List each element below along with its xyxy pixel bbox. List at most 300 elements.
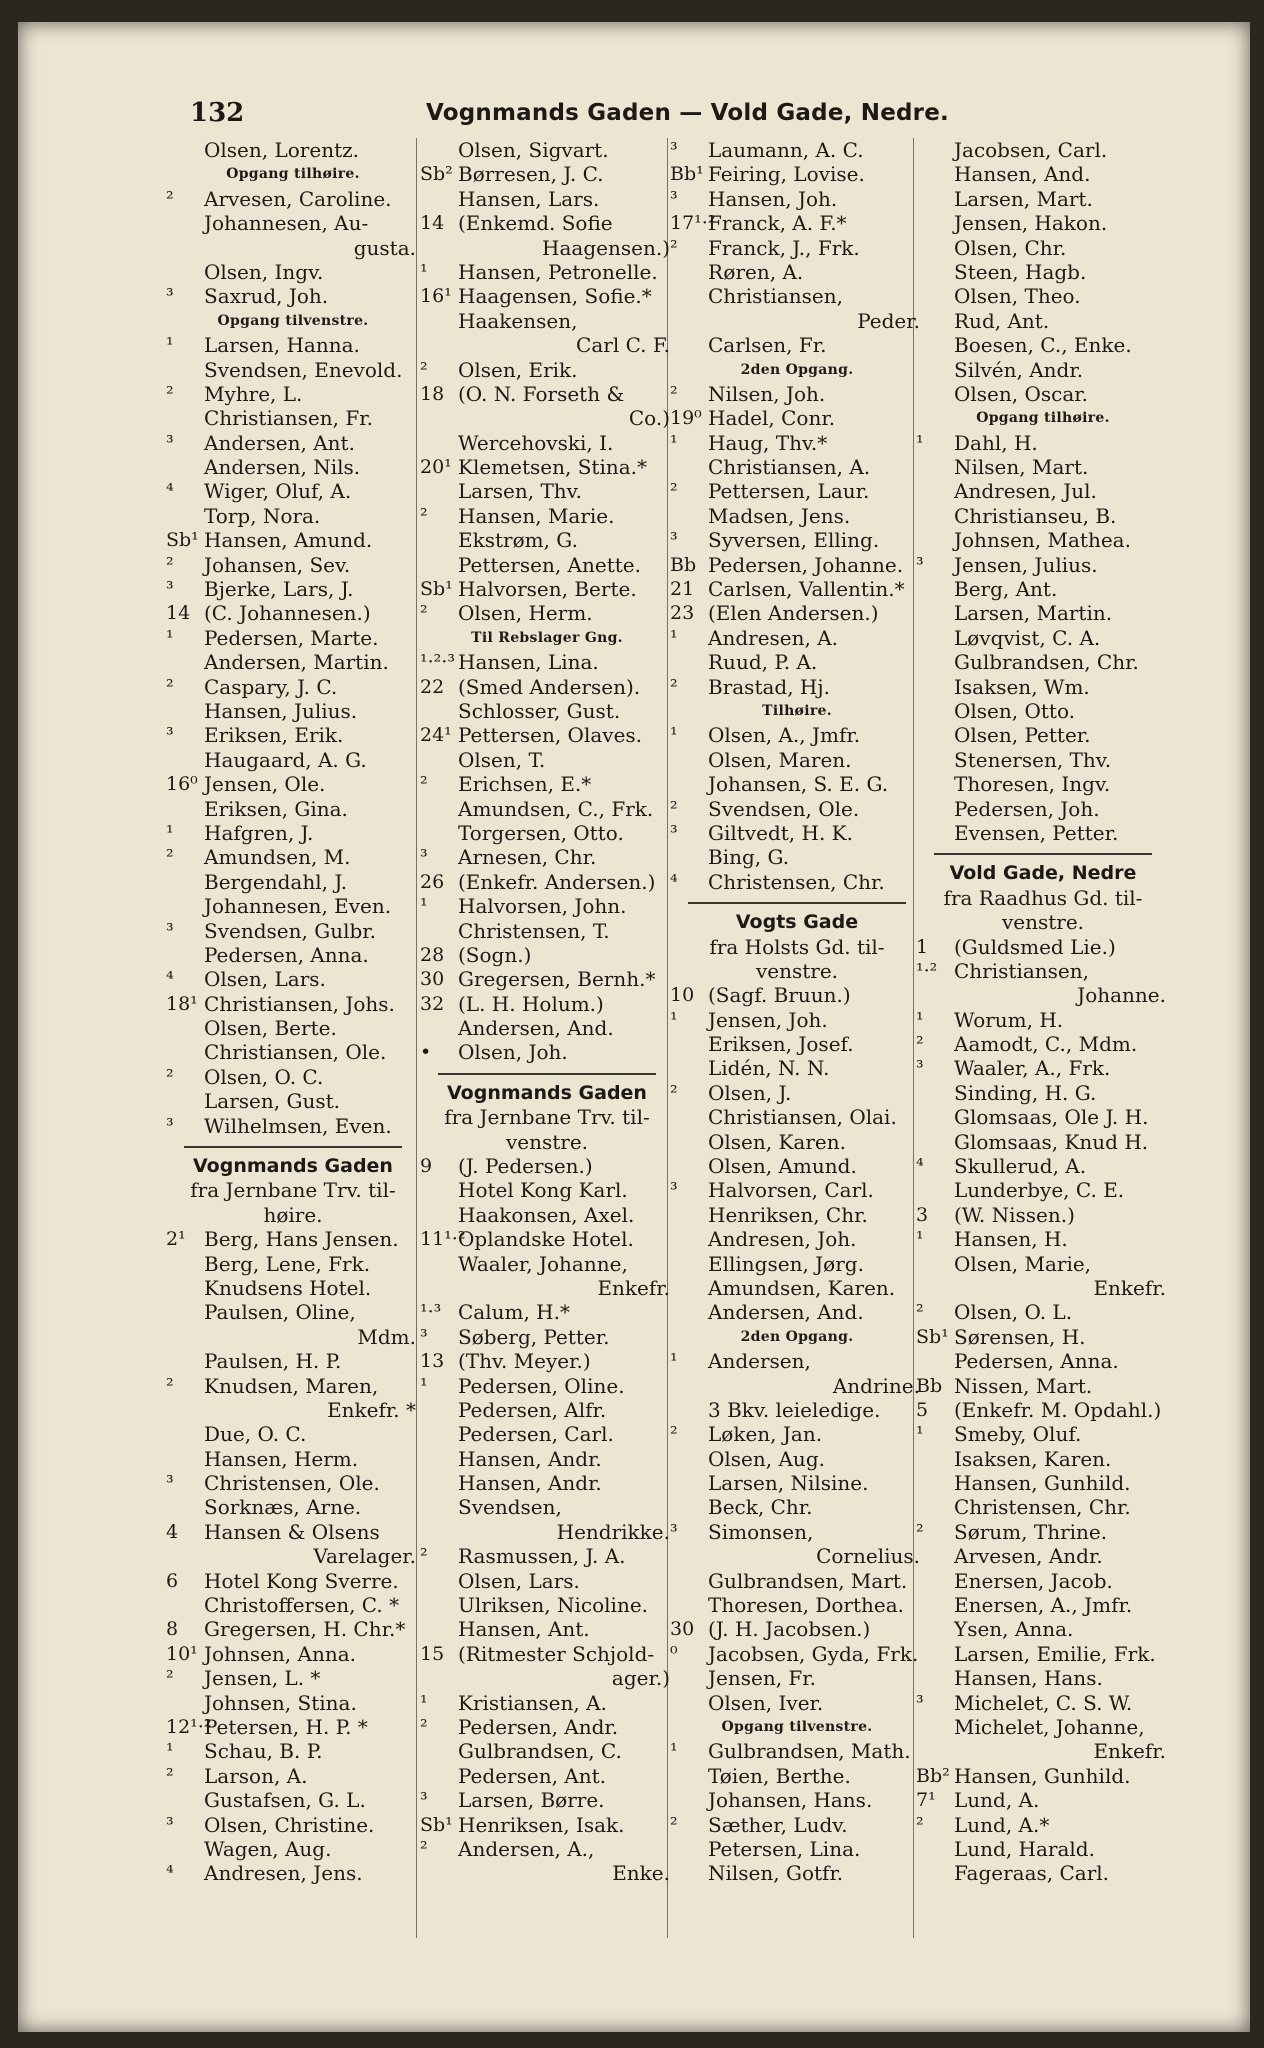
entry-text: Olsen, A., Jmfr. xyxy=(708,723,861,748)
resident-entry xyxy=(916,1788,1170,1812)
house-number: ¹ xyxy=(916,1228,924,1251)
entry-text: Wiger, Oluf, A. xyxy=(204,479,352,504)
resident-entry xyxy=(670,309,924,333)
house-number: ⁰ xyxy=(670,1642,678,1665)
resident-entry xyxy=(670,1495,924,1519)
entry-text: Eriksen, Erik. xyxy=(204,723,344,748)
resident-entry xyxy=(670,1081,924,1105)
resident-entry xyxy=(670,1813,924,1837)
resident-entry xyxy=(420,309,674,333)
house-number: ³ xyxy=(670,529,678,552)
entry-text: Halvorsen, John. xyxy=(458,894,627,919)
entry-text: Berg, Hans Jensen. xyxy=(204,1227,399,1252)
resident-entry xyxy=(166,1114,420,1138)
resident-entry xyxy=(670,626,924,650)
resident-entry xyxy=(166,1374,420,1398)
resident-entry xyxy=(670,455,924,479)
entry-text: Andrine. xyxy=(832,1373,920,1398)
resident-entry xyxy=(166,1089,420,1113)
entry-text: Gustafsen, G. L. xyxy=(204,1788,366,1813)
entry-text: Christensen, T. xyxy=(458,918,610,943)
resident-entry xyxy=(670,1788,924,1812)
entry-text: Lidén, N. N. xyxy=(708,1056,830,1081)
entry-text: Erichsen, E.* xyxy=(458,772,592,797)
entry-text: Hansen, Marie. xyxy=(458,503,615,528)
entry-text: 3 Bkv. leieledige. xyxy=(708,1397,881,1422)
resident-entry xyxy=(420,748,674,772)
resident-entry xyxy=(420,1040,674,1064)
entry-text: Hansen, Herm. xyxy=(204,1446,359,1471)
entry-text: Børresen, J. C. xyxy=(458,162,604,187)
entry-text: Waaler, A., Frk. xyxy=(954,1056,1111,1081)
resident-entry xyxy=(166,1617,420,1641)
entry-text: Peder. xyxy=(857,308,920,333)
resident-entry xyxy=(916,1617,1170,1641)
house-number: ³ xyxy=(420,846,428,869)
resident-entry xyxy=(670,723,924,747)
house-number: ¹ xyxy=(166,821,174,844)
entrance-note: Tilhøire. xyxy=(762,702,832,719)
resident-entry xyxy=(420,1666,674,1690)
house-number: 13 xyxy=(420,1350,445,1373)
resident-entry xyxy=(420,284,674,308)
resident-entry xyxy=(916,577,1170,601)
entry-text: Stenersen, Thv. xyxy=(954,747,1112,772)
resident-entry xyxy=(166,1642,420,1666)
entry-text: Mdm. xyxy=(357,1324,416,1349)
resident-entry xyxy=(420,1154,674,1178)
resident-entry xyxy=(420,479,674,503)
entry-text: Petersen, Lina. xyxy=(708,1836,861,1861)
entry-text: Arvesen, Andr. xyxy=(954,1544,1103,1569)
resident-entry xyxy=(166,772,420,796)
resident-entry xyxy=(670,845,924,869)
entry-text: Smeby, Oluf. xyxy=(954,1422,1082,1447)
house-number: ² xyxy=(420,1837,428,1860)
entry-text: Pedersen, Joh. xyxy=(954,796,1100,821)
resident-entry xyxy=(166,382,420,406)
entry-text: Cornelius. xyxy=(816,1544,920,1569)
resident-entry xyxy=(670,187,924,211)
entry-text: (J. Pedersen.) xyxy=(458,1154,593,1179)
resident-entry xyxy=(166,1016,420,1040)
resident-entry xyxy=(916,1422,1170,1446)
house-number: ³ xyxy=(166,1114,174,1137)
resident-entry xyxy=(670,772,924,796)
entry-text: Boesen, C., Enke. xyxy=(954,333,1132,358)
resident-entry xyxy=(916,1056,1170,1080)
entry-text: Arnesen, Chr. xyxy=(458,845,597,870)
entry-text: Glomsaas, Ole J. H. xyxy=(954,1105,1149,1130)
entry-text: Enersen, Jacob. xyxy=(954,1568,1113,1593)
house-number: ² xyxy=(166,1065,174,1088)
resident-entry xyxy=(670,1203,924,1227)
resident-entry xyxy=(166,894,420,918)
resident-entry xyxy=(916,162,1170,186)
entry-text: Gulbrandsen, Math. xyxy=(708,1739,911,1764)
resident-entry xyxy=(916,1715,1170,1739)
entry-text: Olsen, Theo. xyxy=(954,284,1081,309)
resident-entry xyxy=(166,187,420,211)
entry-text: Hansen, Petronelle. xyxy=(458,259,658,284)
resident-entry xyxy=(916,1837,1170,1861)
house-number: ² xyxy=(166,1374,174,1397)
resident-entry xyxy=(916,1691,1170,1715)
resident-entry xyxy=(166,406,420,430)
resident-entry xyxy=(166,1788,420,1812)
house-number: 18 xyxy=(420,382,445,405)
house-number: ¹·²·³ xyxy=(420,651,455,674)
house-number: ² xyxy=(420,504,428,527)
house-number: 22 xyxy=(420,675,445,698)
entry-text: Gulbrandsen, Mart. xyxy=(708,1568,908,1593)
entry-text: Løken, Jan. xyxy=(708,1422,823,1447)
resident-entry xyxy=(916,699,1170,723)
entry-text: Waaler, Johanne, xyxy=(458,1251,628,1276)
entry-text: Svendsen, Ole. xyxy=(708,796,860,821)
entry-text: Rud, Ant. xyxy=(954,308,1050,333)
entry-text: Silvén, Andr. xyxy=(954,357,1084,382)
resident-entry xyxy=(916,187,1170,211)
resident-entry xyxy=(420,1544,674,1568)
entry-text: Skullerud, A. xyxy=(954,1154,1087,1179)
house-number: 26 xyxy=(420,870,445,893)
entry-text: Paulsen, H. P. xyxy=(204,1349,342,1374)
entry-text: (Smed Andersen). xyxy=(458,674,641,699)
resident-entry xyxy=(670,1105,924,1129)
resident-entry xyxy=(420,211,674,235)
house-number: ³ xyxy=(420,1789,428,1812)
entry-text: Haakensen, xyxy=(458,308,578,333)
entry-text: Petersen, H. P. * xyxy=(204,1715,368,1739)
entry-text: (J. H. Jacobsen.) xyxy=(708,1617,871,1642)
resident-entry xyxy=(916,1349,1170,1373)
entry-text: Lund, A. xyxy=(954,1788,1040,1813)
house-number: ² xyxy=(670,1813,678,1836)
entry-text: Olsen, Ingv. xyxy=(204,259,324,284)
resident-entry xyxy=(916,1642,1170,1666)
house-number: 16¹ xyxy=(420,285,452,308)
resident-entry xyxy=(166,284,420,308)
entrance-note: Til Rebslager Gng. xyxy=(471,629,623,646)
resident-entry xyxy=(916,260,1170,284)
entry-text: (Enkemd. Sofie xyxy=(458,211,613,236)
entry-text: Evensen, Petter. xyxy=(954,820,1119,845)
house-number: ³ xyxy=(166,724,174,747)
resident-entry xyxy=(166,1349,420,1373)
resident-entry xyxy=(420,1178,674,1202)
resident-entry xyxy=(166,967,420,991)
resident-entry xyxy=(166,553,420,577)
resident-entry xyxy=(916,1154,1170,1178)
entry-text: (Enkefr. M. Opdahl.) xyxy=(954,1397,1162,1422)
entrance-note: Opgang tilhøire. xyxy=(976,410,1110,427)
resident-entry xyxy=(916,1032,1170,1056)
house-number: Sb¹ xyxy=(420,1813,453,1836)
resident-entry xyxy=(916,1325,1170,1349)
entry-text: Nissen, Mart. xyxy=(954,1373,1093,1398)
entry-text: (C. Johannesen.) xyxy=(204,601,371,626)
entry-text: Løvqvist, C. A. xyxy=(954,625,1101,650)
house-number: 2¹ xyxy=(166,1228,186,1251)
house-number: ¹ xyxy=(166,334,174,357)
entry-text: Sæther, Ludv. xyxy=(708,1812,848,1837)
house-number: ¹ xyxy=(916,431,924,454)
house-number: 23 xyxy=(670,602,695,625)
resident-entry xyxy=(166,333,420,357)
house-number: ² xyxy=(670,1081,678,1104)
resident-entry xyxy=(670,479,924,503)
entry-text: Christiansen, Johs. xyxy=(204,991,395,1016)
column-2 xyxy=(420,138,674,1886)
entry-text: Co.) xyxy=(628,406,670,431)
house-number: ² xyxy=(420,1716,428,1738)
house-number: Bb xyxy=(670,553,697,576)
entry-text: Ruud, P. A. xyxy=(708,650,818,675)
street-direction: høire. xyxy=(263,1202,323,1227)
resident-entry xyxy=(916,553,1170,577)
entry-text: Olsen, Aug. xyxy=(708,1446,825,1471)
resident-entry xyxy=(420,1471,674,1495)
house-number: ¹ xyxy=(166,626,174,649)
resident-entry xyxy=(420,1520,674,1544)
section-divider xyxy=(166,1138,420,1154)
entrance-note: Opgang tilhøire. xyxy=(226,166,360,183)
street-direction: venstre. xyxy=(1001,910,1085,935)
street-direction: fra Jernbane Trv. til- xyxy=(444,1105,650,1130)
house-number: 4 xyxy=(166,1520,179,1543)
entry-text: Jacobsen, Gyda, Frk. xyxy=(708,1641,919,1666)
house-number: ² xyxy=(916,1813,924,1836)
resident-entry xyxy=(670,797,924,821)
entry-text: (O. N. Forseth & xyxy=(458,381,625,406)
resident-entry xyxy=(166,1520,420,1544)
entry-text: ager.) xyxy=(611,1666,670,1691)
resident-entry xyxy=(670,983,924,1007)
house-number: ² xyxy=(670,236,678,259)
resident-entry xyxy=(420,943,674,967)
entry-text: Andersen, A., xyxy=(458,1836,595,1861)
resident-entry xyxy=(670,1544,924,1568)
entry-text: Andersen, Nils. xyxy=(204,455,361,480)
resident-entry xyxy=(420,894,674,918)
resident-entry xyxy=(670,1764,924,1788)
resident-entry xyxy=(670,1569,924,1593)
entry-text: Hotel Kong Sverre. xyxy=(204,1568,399,1593)
entry-text: Rasmussen, J. A. xyxy=(458,1544,626,1569)
resident-entry xyxy=(166,1715,420,1739)
resident-entry xyxy=(670,138,924,162)
entry-text: Hansen, Ant. xyxy=(458,1617,590,1642)
house-number: 10 xyxy=(670,984,695,1007)
resident-entry xyxy=(916,983,1170,1007)
house-number: ¹ xyxy=(670,724,678,747)
house-number: 15 xyxy=(420,1642,445,1665)
resident-entry xyxy=(166,1300,420,1324)
entry-text: Nilsen, Gotfr. xyxy=(708,1861,844,1886)
house-number: ¹ xyxy=(420,1374,428,1397)
resident-entry xyxy=(166,1691,420,1715)
house-number: 3 xyxy=(916,1203,929,1226)
entry-text: Hansen, Joh. xyxy=(708,186,838,211)
resident-entry xyxy=(670,1617,924,1641)
house-number: ² xyxy=(166,382,174,405)
entry-text: Enersen, A., Jmfr. xyxy=(954,1593,1133,1618)
resident-entry xyxy=(420,236,674,260)
entry-text: Johnsen, Stina. xyxy=(204,1690,357,1715)
resident-entry xyxy=(166,748,420,772)
column-4 xyxy=(916,138,1170,1886)
entry-text: Aamodt, C., Mdm. xyxy=(954,1032,1138,1057)
entry-text: Olsen, Lorentz. xyxy=(204,138,360,162)
entry-text: Pedersen, Marte. xyxy=(204,625,379,650)
resident-entry xyxy=(916,772,1170,796)
resident-entry xyxy=(420,1398,674,1422)
street-heading: Vognmands Gaden xyxy=(447,1081,647,1104)
house-number: ² xyxy=(916,1520,924,1543)
resident-entry xyxy=(670,1861,924,1885)
entry-text: Ysen, Anna. xyxy=(954,1617,1074,1642)
resident-entry xyxy=(916,211,1170,235)
entry-text: Svendsen, xyxy=(458,1495,562,1520)
entry-text: Hansen, Gunhild. xyxy=(954,1763,1131,1788)
resident-entry xyxy=(916,431,1170,455)
house-number: ² xyxy=(916,1301,924,1324)
house-number: ² xyxy=(166,553,174,576)
entry-text: Sørensen, H. xyxy=(954,1324,1086,1349)
entry-text: Enke. xyxy=(612,1861,670,1886)
resident-entry xyxy=(916,1544,1170,1568)
entrance-note: 2den Opgang. xyxy=(740,1328,854,1345)
entry-text: Halvorsen, Berte. xyxy=(458,577,637,602)
house-number: ³ xyxy=(166,919,174,942)
resident-entry xyxy=(166,1471,420,1495)
resident-entry xyxy=(420,382,674,406)
entry-text: Gulbrandsen, Chr. xyxy=(954,650,1139,675)
entry-text: Steen, Hagb. xyxy=(954,259,1087,284)
entry-text: Pedersen, Alfr. xyxy=(458,1397,607,1422)
house-number: ¹ xyxy=(916,1423,924,1446)
resident-entry xyxy=(916,650,1170,674)
resident-entry xyxy=(166,260,420,284)
resident-entry xyxy=(916,1447,1170,1471)
entry-text: Jensen, Julius. xyxy=(954,552,1098,577)
entry-text: Johannesen, Au- xyxy=(204,211,369,236)
house-number: ² xyxy=(166,846,174,869)
entry-text: Hendrikke. xyxy=(556,1519,670,1544)
entry-text: Christiansen, Ole. xyxy=(204,1040,387,1065)
resident-entry xyxy=(670,1666,924,1690)
entry-text: Glomsaas, Knud H. xyxy=(954,1129,1149,1154)
resident-entry xyxy=(916,797,1170,821)
house-number: Sb² xyxy=(420,163,453,186)
entry-text: Jensen, Ole. xyxy=(204,772,326,797)
entry-text: Larsen, Børre. xyxy=(458,1788,605,1813)
resident-entry xyxy=(420,1837,674,1861)
resident-entry xyxy=(420,1422,674,1446)
house-number: 28 xyxy=(420,943,445,966)
house-number: ² xyxy=(670,480,678,503)
column-3 xyxy=(670,138,924,1886)
house-number: 11¹·² xyxy=(420,1228,466,1251)
resident-entry xyxy=(166,1325,420,1349)
resident-entry xyxy=(916,1130,1170,1154)
resident-entry xyxy=(166,1252,420,1276)
entry-text: Nilsen, Mart. xyxy=(954,455,1089,480)
resident-entry xyxy=(420,1739,674,1763)
entry-text: Michelet, C. S. W. xyxy=(954,1690,1133,1715)
house-number: 16⁰ xyxy=(166,773,198,796)
resident-entry xyxy=(670,1374,924,1398)
entry-text: Haagensen, Sofie.* xyxy=(458,284,652,309)
entry-text: Christensen, Ole. xyxy=(204,1471,380,1496)
resident-entry xyxy=(420,260,674,284)
entry-text: Olsen, Erik. xyxy=(458,357,578,382)
entry-text: Olsen, Lars. xyxy=(204,967,326,992)
entry-text: Pettersen, Olaves. xyxy=(458,723,643,748)
resident-entry xyxy=(166,1764,420,1788)
entry-text: Christiansen, Fr. xyxy=(204,406,373,431)
resident-entry xyxy=(670,577,924,601)
resident-entry xyxy=(420,601,674,625)
house-number: ³ xyxy=(670,1179,678,1202)
entry-text: Larsen, Mart. xyxy=(954,186,1093,211)
house-number: ² xyxy=(420,358,428,381)
page-title: Vognmands Gaden — Vold Gade, Nedre. xyxy=(426,100,949,126)
entry-text: Hotel Kong Karl. xyxy=(458,1178,628,1203)
entry-text: Isaksen, Karen. xyxy=(954,1446,1112,1471)
resident-entry xyxy=(916,1178,1170,1202)
entry-text: Larsen, Thv. xyxy=(458,479,582,504)
entry-text: Pettersen, Laur. xyxy=(708,479,870,504)
resident-entry xyxy=(670,1837,924,1861)
house-number: 30 xyxy=(670,1618,695,1641)
house-number: ¹ xyxy=(420,1691,428,1714)
resident-entry xyxy=(420,723,674,747)
entry-text: Due, O. C. xyxy=(204,1422,307,1447)
resident-entry xyxy=(916,1813,1170,1837)
entry-text: Myhre, L. xyxy=(204,381,303,406)
resident-entry xyxy=(670,1276,924,1300)
entry-text: Lund, Harald. xyxy=(954,1836,1095,1861)
resident-entry xyxy=(166,1813,420,1837)
entry-text: Lund, A.* xyxy=(954,1812,1050,1837)
resident-entry xyxy=(916,1739,1170,1763)
entry-text: Hansen, Lina. xyxy=(458,650,599,675)
entry-text: Johnsen, Anna. xyxy=(204,1641,357,1666)
entry-text: Torgersen, Otto. xyxy=(458,820,624,845)
resident-entry xyxy=(916,1471,1170,1495)
resident-entry xyxy=(670,333,924,357)
house-number: ² xyxy=(420,773,428,796)
entry-text: Beck, Chr. xyxy=(708,1495,813,1520)
entry-text: Oplandske Hotel. xyxy=(458,1227,634,1252)
resident-entry xyxy=(166,992,420,1016)
resident-entry xyxy=(420,772,674,796)
resident-entry xyxy=(916,479,1170,503)
entry-text: Jacobsen, Carl. xyxy=(954,138,1108,162)
resident-entry xyxy=(916,284,1170,308)
house-number: 10¹ xyxy=(166,1642,198,1665)
entry-text: Pedersen, Anna. xyxy=(204,942,369,967)
house-number: 19⁰ xyxy=(670,407,702,430)
house-number: ² xyxy=(166,187,174,210)
entry-text: Henriksen, Chr. xyxy=(708,1202,868,1227)
resident-entry xyxy=(166,601,420,625)
entry-text: Knudsens Hotel. xyxy=(204,1275,372,1300)
entry-text: Carl C. F. xyxy=(576,333,670,358)
entry-text: Hansen, And. xyxy=(954,162,1091,187)
